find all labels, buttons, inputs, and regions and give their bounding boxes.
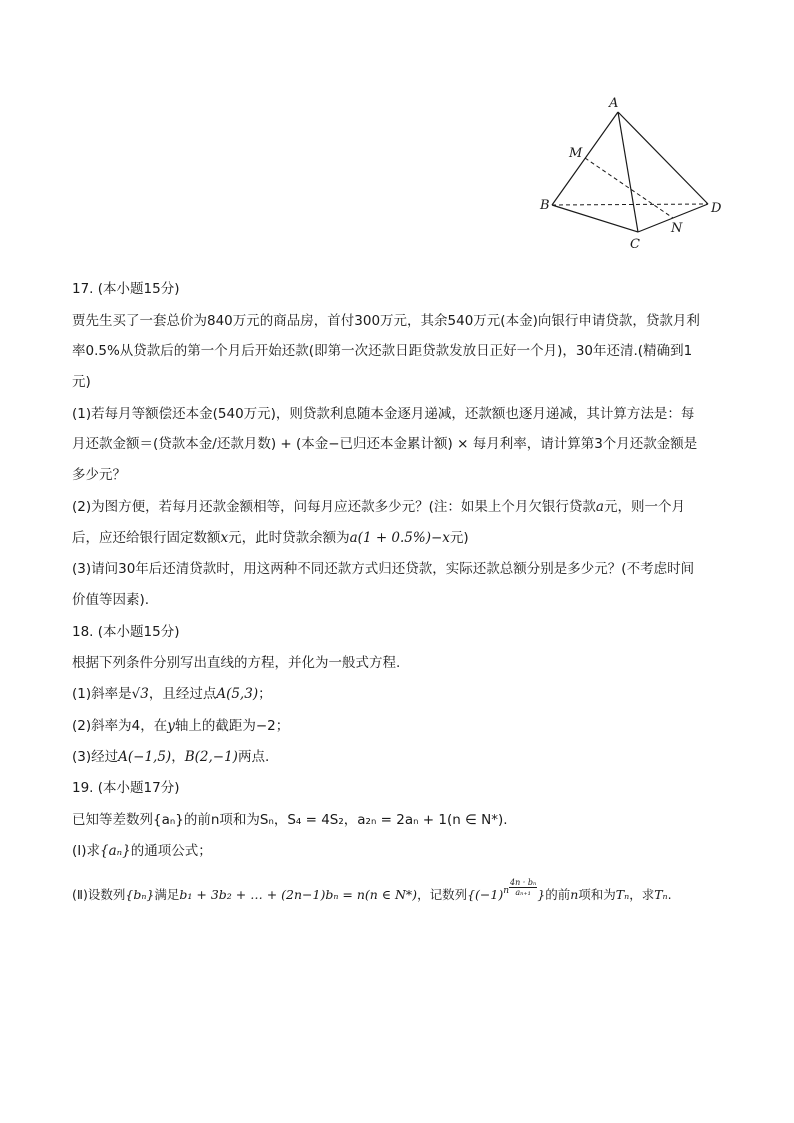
q19-l3-fraction-denominator: aₙ₊₁ [515,888,531,897]
q19-l3-seq2-open: {(−1) [467,887,504,902]
q19-l3-text-b: 满足 [154,887,180,902]
q17-line-3: 元) [72,374,91,390]
q17-l8-text-a: 后，应还给银行固定数额 [72,530,221,546]
vertex-d-label: D [711,201,722,216]
point-m-label: M [569,146,583,161]
q19-l3-sum-t: Tₙ [615,887,630,902]
segment-mn-hidden [585,158,673,218]
q18-l3-text-b: 轴上的截距为−2； [174,718,290,734]
q19-l3-sum-t-2: Tₙ [654,887,668,902]
q19-l2-text-a: (Ⅰ)求 [72,843,101,859]
q19-heading: 19. (本小题17分) [72,780,180,796]
q19-line-2 [72,841,212,861]
q17-l8-var-x: x [220,530,229,546]
q19-l3-fraction-numerator: 4n · bₙ [510,878,537,887]
q18-l4-point-b: B(2,−1) [184,749,238,765]
q19-l3-var-n: n [570,887,579,902]
q17-l7-var-a: a [595,499,604,515]
q19-l3-text-d: 的前 [545,887,571,902]
vertex-c-label: C [630,237,640,252]
q18-line-1: 根据下列条件分别写出直线的方程，并化为一般式方程. [72,655,401,671]
q17-l8-text-c: 元) [449,530,469,546]
q19-line-3 [72,878,672,905]
q18-l2-text-a: (1)斜率是 [72,686,132,702]
vertex-a-label: A [609,96,619,111]
q18-l4-text-a: (3)经过 [72,749,119,765]
q17-l7-text-a: (2)为图方便，若每月还款金额相等，问每月应还款多少元？(注：如果上个月欠银行贷款 [72,499,596,515]
q18-line-3 [72,716,289,736]
q17-line-6: 多少元？ [72,467,126,483]
q17-l7-text-b: 元，则一个月 [603,499,685,515]
q19-l3-text-a: (Ⅱ)设数列 [72,887,126,902]
q18-l4-text-c: 两点. [237,749,270,765]
q19-l3-text-c: ，记数列 [417,887,468,902]
q17-line-1: 贾先生买了一套总价为840万元的商品房，首付300万元，其余540万元(本金)向银行申请贷款，贷款月利 [72,313,700,329]
q18-l2-text-c: ； [258,686,272,702]
q19-l3-text-e: 项和为 [578,887,616,902]
q17-line-8 [72,528,469,548]
q17-line-2: 率0.5%从贷款后的第一个月后开始还款(即第一次还款日距贷款发放日正好一个月)，30年还清.(精确到1 [72,343,693,359]
q17-heading: 17. (本小题15分) [72,281,180,297]
q19-l3-text-f: ，求 [629,887,655,902]
q19-l3-fraction [509,878,537,897]
q18-l2-text-b: ，且经过点 [148,686,217,702]
q19-l3-text-g: . [667,887,672,902]
edge-bd-hidden [552,204,708,205]
q18-line-4 [72,747,269,767]
vertex-b-label: B [540,198,550,213]
q19-l2-sequence: {aₙ} [100,843,131,859]
q18-l3-var-y: y [167,718,175,734]
q19-l3-condition: b₁ + 3b₂ + … + (2n−1)bₙ = n(n ∈ N*) [179,887,418,902]
q18-l2-sqrt: √3 [131,686,149,702]
q17-line-4: (1)若每月等额偿还本金(540万元)，则贷款利息随本金逐月递减，还款额也逐月递减，其计算方法是：每 [72,406,695,422]
point-n-label: N [671,221,683,236]
q17-l8-expression: a(1 + 0.5%)−x [349,530,450,546]
q18-line-2 [72,684,272,704]
q19-l2-text-b: 的通项公式； [130,843,212,859]
q17-line-9: (3)请问30年后还清贷款时，用这两种不同还款方式归还贷款，实际还款总额分别是多少元？(不考虑时间 [72,561,695,577]
q17-line-7 [72,497,685,517]
q19-l3-seq2-close: } [537,887,546,902]
q18-l4-text-b: ， [171,749,185,765]
q18-l2-point: A(5,3) [216,686,259,702]
q17-line-10: 价值等因素). [72,592,150,608]
edge-bc [552,205,638,232]
q19-l3-exponent-n: n [503,886,510,896]
q17-line-5: 月还款金额＝(贷款本金/还款月数) + (本金−已归还本金累计额) × 每月利率，请计算第3个月还款金额是 [72,436,698,452]
q19-l3-sequence-b: {bₙ} [125,887,155,902]
q18-l3-text-a: (2)斜率为4，在 [72,718,168,734]
q19-line-1: 已知等差数列{aₙ}的前n项和为Sₙ，S₄ = 4S₂，a₂ₙ = 2aₙ + 1(n ∈ N*). [72,812,508,828]
q18-heading: 18. (本小题15分) [72,624,180,640]
tetrahedron-diagram [532,92,732,257]
q17-l8-text-b: 元，此时贷款余额为 [228,530,350,546]
q18-l4-point-a: A(−1,5) [118,749,172,765]
tetrahedron-figure [532,92,732,257]
